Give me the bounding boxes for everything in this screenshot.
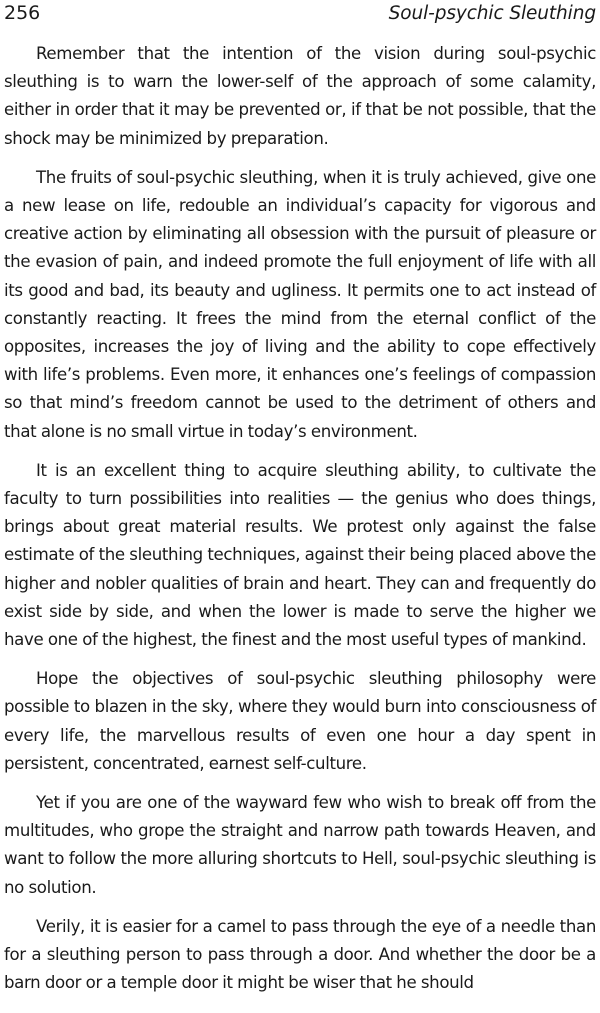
paragraph: Hope the objectives of soul-psychic sleuthing philosophy were possible to blazen in the sky, where they would burn into consciousness of every life, the marvellous results of even one hour a day spent in persistent, concentrated, earnest self-culture. bbox=[4, 669, 596, 773]
paragraph: Yet if you are one of the wayward few who wish to break off from the multitudes, who grope the straight and narrow path towards Heaven, and want to follow the more alluring shortcuts to Hell, soul-psychic sleuthing is no solution. bbox=[4, 793, 596, 897]
paragraph: It is an excellent thing to acquire sleuthing ability, to cultivate the faculty to turn possibilities into realities — the genius who does things, brings about great material results. We protest only against the false estimate of the sleuthing techniques, against their being placed above the higher and nobler qualities of brain and heart. They can and frequently do exist side by side, and when the lower is made to serve the higher we have one of the highest, the finest and the most useful types of mankind. bbox=[4, 460, 596, 650]
page-number: 256 bbox=[4, 2, 41, 24]
paragraph: The fruits of soul-psychic sleuthing, when it is truly achieved, give one a new lease on life, redouble an individual’s capacity for vigorous and creative action by eliminating all obsession with the pursuit of pleasure or the evasion of pain, and indeed promote the full enjoyment of life with all its good and bad, its beauty and ugliness. It permits one to act instead of constantly reacting. It frees the mind from the eternal conflict of the opposites, increases the joy of living and the ability to cope effectively with life’s problems. Even more, it enhances one’s feelings of compassion so that mind’s freedom cannot be used to the detriment of others and that alone is no small virtue in today’s environment. bbox=[4, 167, 596, 441]
paragraph: Remember that the intention of the vision during soul-psychic sleuthing is to warn the lower-self of the approach of some calamity, either in order that it may be prevented or, if that be not possible, that the shock may be minimized by preparation. bbox=[4, 44, 596, 148]
body-text bbox=[4, 40, 596, 998]
running-head-title: Soul-psychic Sleuthing bbox=[388, 3, 596, 24]
paragraph: Verily, it is easier for a camel to pass through the eye of a needle than for a sleuthing person to pass through a door. And whether the door be a barn door or a temple door it might be wiser that he should bbox=[4, 916, 596, 993]
page-header bbox=[4, 2, 596, 26]
